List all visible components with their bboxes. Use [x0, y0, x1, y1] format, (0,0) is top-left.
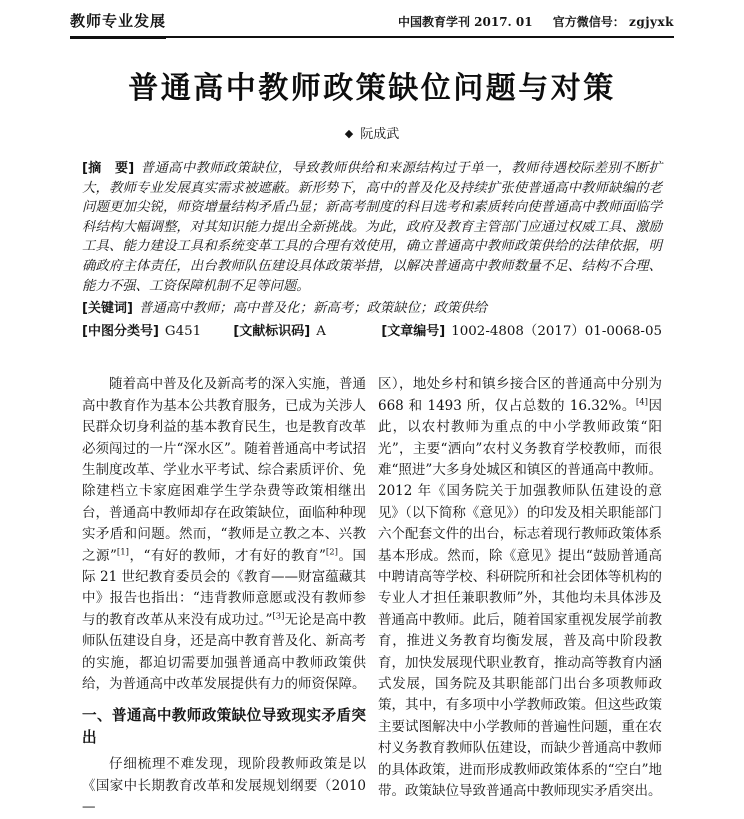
citation-superscript: [4] [635, 397, 648, 408]
abstract-text: 普通高中教师政策缺位，导致教师供给和来源结构过于单一，教师待遇校际差别不断扩大，教师专业发展真实需求被遮蔽。新形势下，高中的普及化及持续扩张使普通高中教师缺编的老问题更加尖锐，师资增量结构矛盾凸显；新高考制度的科目选考和素质转向使普通高中教师面临学科结构大幅调整，对其知识能力提出全新挑战。为此，政府及教育主管部门应通过权威工具、激励工具、能力建设工具和系统变革工具的合理有效使用，确立普通高中教师政策供给的法律依据，明确政府主体责任，出台教师队伍建设具体政策举措，以解决普通高中教师数量不足、结构不合理、能力不强、工资保障机制不足等问题。 [82, 161, 662, 294]
clc-number [82, 322, 233, 342]
article-content [82, 68, 662, 819]
right-column [378, 374, 662, 818]
section-heading: 一、普通高中教师政策缺位导致现实矛盾突出 [82, 707, 366, 747]
citation-superscript: [2] [325, 547, 338, 558]
wechat-label: 官方微信号： [552, 15, 625, 29]
clc-value: G451 [164, 323, 202, 339]
keywords-text: 普通高中教师；高中普及化；新高考；政策缺位；政策供给 [138, 301, 488, 317]
front-matter [82, 159, 662, 341]
header-row [70, 10, 674, 38]
clc-label: [中图分类号] [82, 323, 159, 339]
journal-page [0, 10, 744, 816]
meta-row [82, 322, 662, 342]
article-title: 普通高中教师政策缺位问题与对策 [128, 71, 616, 106]
author-line [82, 123, 662, 142]
diamond-icon: ◆ [344, 127, 354, 140]
doc-code-label: [文献标识码] [233, 323, 311, 339]
body-paragraph: 随着高中普及化及新高考的深入实施，普通高中教育作为基本公共教育服务，已成为关涉人民群众切身利益的基本教育民生，也是教育改革必须闯过的一片“深水区”。随着普通高中考试招生制度改革、学业水平考试、综合素质评价、免除建档立卡家庭困难学生学杂费等政策相继出台，普通高中教师却存在政策缺位，面临种种现实矛盾和问题。然而，“教师是立教之本、兴教之源”[1]，“有好的教师，才有好的教育”[2]。国际 21 世纪教育委员会的《教育——财富蕴藏其中》报告也指出：“违背教师意愿或没有教师参与的教育改革从来没有成功过。”[3]无论是高中教师队伍建设自身，还是高中教育普及化、新高考的实施，都迫切需要加强普通高中教师政策供给，为普通高中改革发展提供有力的师资保障。 [82, 376, 367, 693]
wechat-id: zgjyxk [629, 15, 674, 29]
article-body [82, 374, 662, 818]
abstract-label: [摘 要] [82, 161, 135, 176]
citation-superscript: [1] [116, 547, 129, 558]
author-name: 阮成武 [360, 127, 400, 142]
journal-info [398, 13, 674, 36]
keywords [82, 299, 662, 319]
column-section-label: 教师专业发展 [70, 10, 166, 39]
body-paragraph: 区），地处乡村和镇乡接合区的普通高中分别为 668 和 1493 所，仅占总数的 16.32%。[4]因此，以农村教师为重点的中小学教师政策“阳光”，主要“洒向”农村义务教育学校教师，而很难“照进”大多身处城区和镇区的普通高中教师。2012 年《国务院关于加强教师队伍建设的意见》（以下简称《意见》）的印发及相关职能部门六个配套文件的出台，标志着现行教师政策体系基本形成。然而，除《意见》提出“鼓励普通高中聘请高等学校、科研院所和社会团体等机构的专业人才担任兼职教师”外，其他均未具体涉及普通高中教师。此后，随着国家重视发展学前教育，推进义务教育均衡发展，普及高中阶段教育，加快发展现代职业教育，推动高等教育内涵式发展，国务院及其职能部门出台多项教师政策，其中，有多项中小学教师政策。但这些政策主要试图解决中小学教师的普遍性问题，重在农村义务教育教师队伍建设，而缺少普通高中教师的具体政策，进而形成教师政策体系的“空白”地带。政策缺位导致普通高中教师现实矛盾突出。 [378, 376, 662, 800]
article-id-value: 1002-4808（2017）01-0068-05 [451, 323, 662, 339]
document-code [233, 322, 381, 342]
article-id [381, 322, 662, 342]
citation-superscript: [3] [272, 611, 285, 622]
abstract [82, 159, 662, 296]
journal-issue: 中国教育学刊 2017. 01 [397, 15, 533, 29]
article-id-label: [文章编号] [381, 323, 446, 339]
keywords-label: [关键词] [82, 301, 133, 317]
page-header [70, 10, 674, 38]
left-column [82, 374, 366, 818]
doc-code-value: A [316, 323, 326, 339]
body-paragraph: 仔细梳理不难发现，现阶段教师政策是以《国家中长期教育改革和发展规划纲要（2010— [82, 756, 366, 816]
